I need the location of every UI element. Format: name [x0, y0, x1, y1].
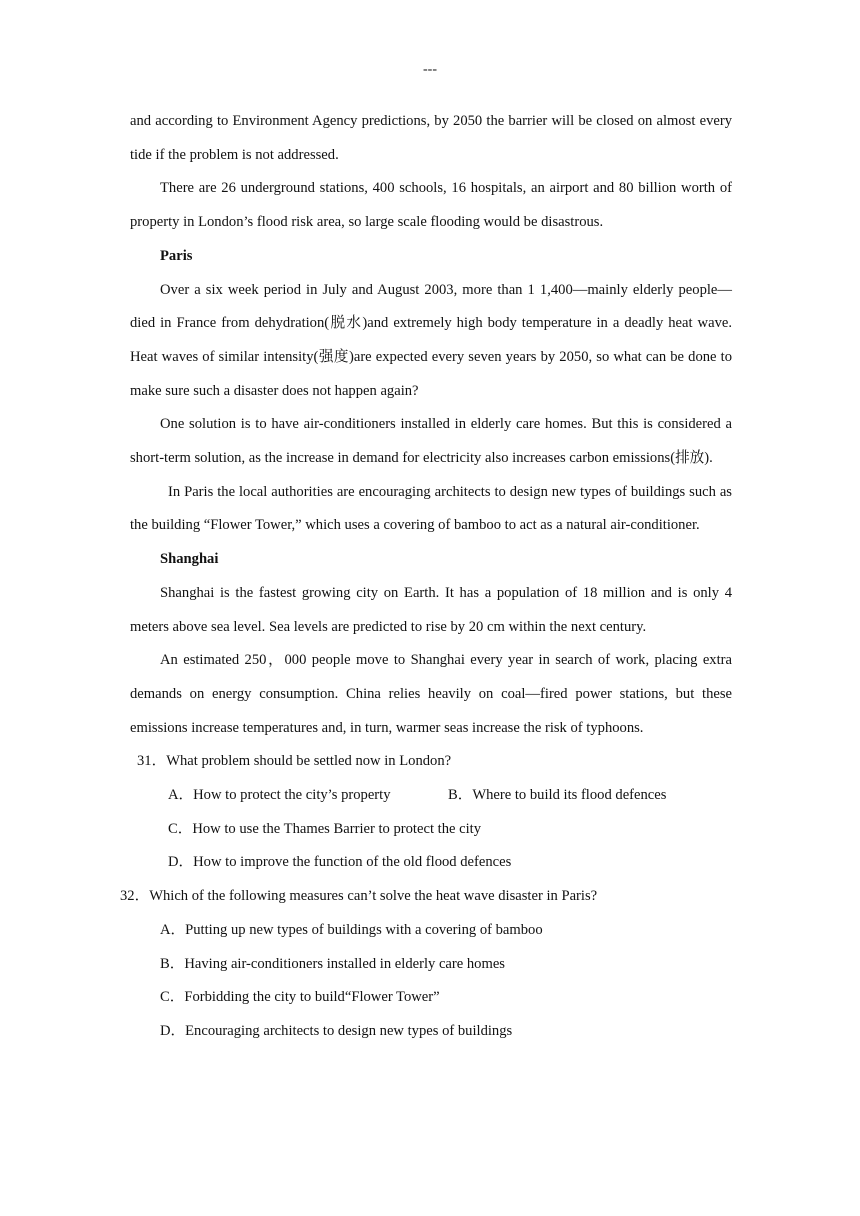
question-32	[120, 880, 732, 1049]
question-31-stem: 31．What problem should be settled now in London?	[137, 753, 452, 770]
question-31-option-c: C．How to use the Thames Barrier to protect the city	[168, 820, 482, 837]
question-31	[130, 745, 732, 880]
page-header-mark: ---	[423, 62, 437, 77]
question-31-option-row	[168, 779, 732, 813]
paragraph-paris-flower-tower: In Paris the local authorities are encouraging architects to design new types of buildings such as the building “Flower Tower,” which uses a covering of bamboo to act as a natural air-conditioner.	[130, 483, 732, 534]
section-heading-paris: Paris	[160, 247, 193, 264]
question-32-option-c: C．Forbidding the city to build“Flower Tower”	[160, 989, 440, 1006]
question-32-option-d: D．Encouraging architects to design new types of buildings	[160, 1022, 513, 1039]
question-32-stem: 32．Which of the following measures can’t solve the heat wave disaster in Paris?	[120, 888, 598, 905]
paragraph-london-barrier: and according to Environment Agency predictions, by 2050 the barrier will be closed on almost every tide if the problem is not addressed.	[130, 113, 732, 163]
passage-body	[120, 105, 732, 1049]
paragraph-london-risk: There are 26 underground stations, 400 schools, 16 hospitals, an airport and 80 billion worth of property in London’s flood risk area, so large scale flooding would be disastrous.	[130, 180, 732, 231]
paragraph-paris-solution: One solution is to have air-conditioners installed in elderly care homes. But this is considered a short-term solution, as the increase in demand for electricity also increases carbon emissions(排放).	[130, 416, 732, 467]
paragraph-paris-heatwave: Over a six week period in July and August 2003, more than 1 1,400—mainly elderly people—died in France from dehydration(脱水)and extremely high body temperature in a deadly heat wave. Heat waves of similar intensity(强度)are expected every seven years by 2050, so what can be done to make sure such a disaster does not happen again?	[130, 281, 732, 399]
question-32-option-b: B．Having air-conditioners installed in elderly care homes	[160, 955, 505, 972]
question-31-option-a: A．How to protect the city’s property	[168, 787, 391, 804]
question-31-option-d: D．How to improve the function of the old flood defences	[168, 854, 512, 871]
question-31-option-b: B．Where to build its flood defences	[448, 787, 667, 804]
paragraph-shanghai-energy: An estimated 250，000 people move to Shanghai every year in search of work, placing extra demands on energy consumption. China relies heavily on coal—fired power stations, but these emissions increase temperatures and, in turn, warmer seas increase the risk of typhoons.	[130, 652, 732, 736]
question-32-options	[160, 914, 732, 1049]
paragraph-shanghai-growth: Shanghai is the fastest growing city on Earth. It has a population of 18 million and is only 4 meters above sea level. Sea levels are predicted to rise by 20 cm within the next century.	[130, 584, 732, 635]
section-heading-shanghai: Shanghai	[160, 551, 219, 568]
question-32-option-a: A．Putting up new types of buildings with a covering of bamboo	[160, 921, 543, 938]
question-31-options	[168, 779, 732, 880]
